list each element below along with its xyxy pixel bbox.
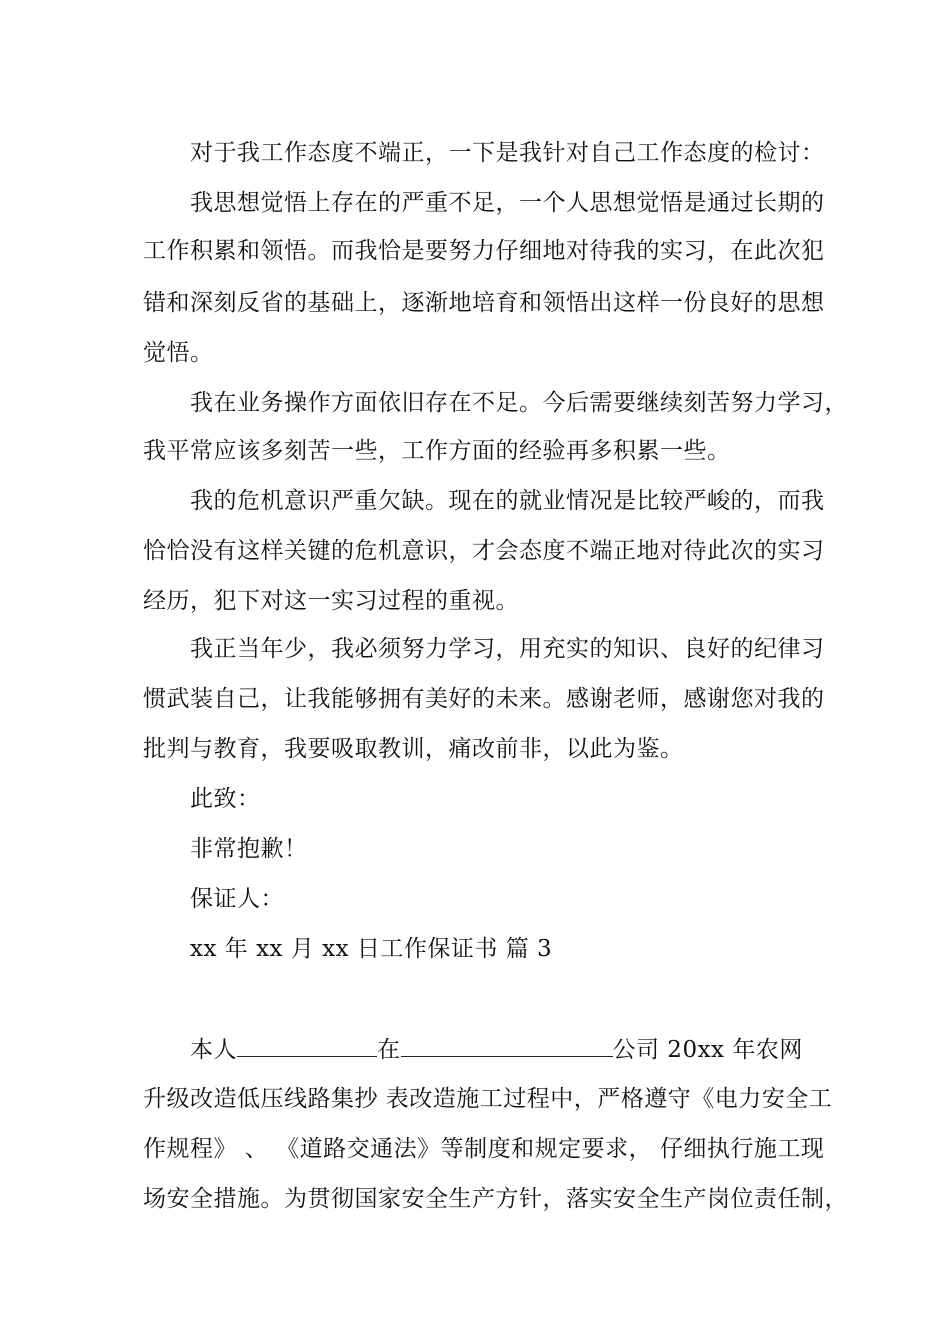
paragraph-3-line-1: 我在业务操作方面依旧存在不足。今后需要继续刻苦努力学习， (190, 390, 848, 416)
paragraph-5-line-3: 批判与教育，我要吸取教训，痛改前非，以此为鉴。 (143, 736, 684, 762)
closing-salutation: 此致： (190, 786, 261, 812)
closing-apology: 非常抱歉！ (190, 836, 308, 862)
paragraph-2-line-3: 错和深刻反省的基础上，逐渐地培育和领悟出这样一份良好的思想 (143, 290, 825, 316)
paragraph-5-line-2: 惯武装自己，让我能够拥有美好的未来。感谢老师，感谢您对我的 (143, 686, 825, 712)
paragraph-4-line-3: 经历，犯下对这一实习过程的重视。 (143, 588, 519, 614)
paragraph-5-line-1: 我正当年少，我必须努力学习，用充实的知识、良好的纪律习 (190, 636, 825, 662)
paragraph-3-line-2: 我平常应该多刻苦一些，工作方面的经验再多积累一些。 (143, 438, 731, 464)
paragraph-2-line-4: 觉悟。 (143, 340, 214, 366)
closing-guarantor: 保证人： (190, 886, 284, 912)
section-3-line-3: 作规程》 、 《道路交通法》等制度和规定要求， 仔细执行施工现 (143, 1136, 825, 1162)
section-3-part-a: 本人 (190, 1037, 237, 1063)
section-3-line-4: 场安全措施。为贯彻国家安全生产方针，落实安全生产岗位责任制， (143, 1186, 848, 1212)
section-3-line-2: 升级改造低压线路集抄 表改造施工过程中，严格遵守《电力安全工 (143, 1086, 833, 1112)
paragraph-2-line-1: 我思想觉悟上存在的严重不足，一个人思想觉悟是通过长期的 (190, 190, 825, 216)
section-3-part-b: 在 (377, 1037, 401, 1063)
paragraph-4-line-2: 恰恰没有这样关键的危机意识，才会态度不端正地对待此次的实习 (143, 538, 825, 564)
name-blank (237, 1034, 377, 1057)
paragraph-1-line-1: 对于我工作态度不端正，一下是我针对自己工作态度的检讨： (190, 140, 825, 166)
closing-date-heading: xx 年 xx 月 xx 日工作保证书 篇 3 (190, 936, 553, 962)
paragraph-2-line-2: 工作积累和领悟。而我恰是要努力仔细地对待我的实习，在此次犯 (143, 238, 825, 264)
company-blank (401, 1034, 613, 1057)
section-3-line-1 (190, 1034, 806, 1065)
section-3-part-c: 公司 20xx 年农网 (612, 1037, 803, 1063)
paragraph-4-line-1: 我的危机意识严重欠缺。现在的就业情况是比较严峻的，而我 (190, 488, 825, 514)
